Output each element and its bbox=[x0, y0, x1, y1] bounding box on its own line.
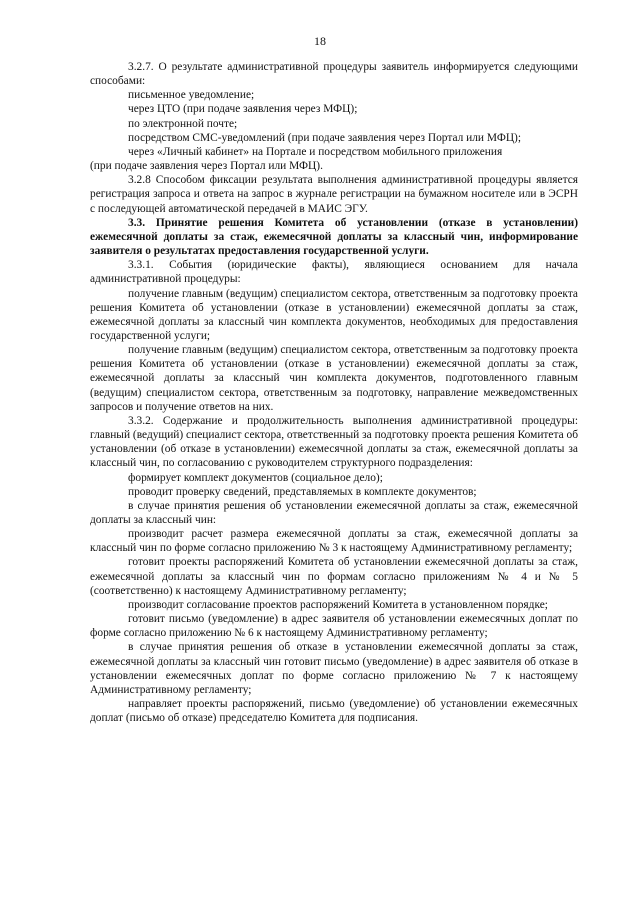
paragraph: 3.3.2. Содержание и продолжительность выполнения административной процедуры: главный (ведущий) специалист сектора, ответственный за подготовку проекта решения Комитета об установлении (об отказе в установлении) ежемесячной доплаты за стаж, ежемесячной доплаты за классный чин, по согласованию с руководителем структурного подразделения: bbox=[90, 414, 578, 470]
paragraph: направляет проекты распоряжений, письмо (уведомление) об установлении ежемесячных доплат (письмо об отказе) председателю Комитета для подписания. bbox=[90, 698, 578, 725]
paragraph: 3.3.1. События (юридические факты), являющиеся основанием для начала административной процедуры: bbox=[90, 259, 578, 286]
paragraph: получение главным (ведущим) специалистом сектора, ответственным за подготовку проекта решения Комитета об установлении (отказе в установлении) ежемесячной доплаты за стаж, ежемесячной доплаты за классный чин комплекта документов, подготовленного главным (ведущим) специалистом сектора, ответственным за подготовку, направление межведомственных запросов и получение ответов на них. bbox=[90, 344, 578, 413]
paragraph: 3.2.8 Способом фиксации результата выполнения административной процедуры является регистрация запроса и ответа на запрос в журнале регистрации на бумажном носителе или в ЭСРН с последующей автоматической передачей в МАИС ЭГУ. bbox=[90, 174, 578, 215]
paragraph: через ЦТО (при подаче заявления через МФЦ); bbox=[128, 103, 358, 116]
paragraph: (при подаче заявления через Портал или МФЦ). bbox=[90, 160, 323, 173]
paragraph: 3.2.7. О результате административной процедуры заявитель информируется следующими способами: bbox=[90, 61, 578, 88]
paragraph: готовит проекты распоряжений Комитета об установлении ежемесячной доплаты за стаж, ежемесячной доплаты за классный чин по формам согласно приложениям № 4 и № 5 (соответственно) к настоящему Административному регламенту; bbox=[90, 556, 578, 597]
paragraph: получение главным (ведущим) специалистом сектора, ответственным за подготовку проекта решения Комитета об установлении (отказе в установлении) ежемесячной доплаты за стаж, ежемесячной доплаты за классный чин комплекта документов, необходимых для предоставления государственной услуги; bbox=[90, 287, 578, 342]
paragraph: по электронной почте; bbox=[128, 117, 238, 130]
paragraph: готовит письмо (уведомление) в адрес заявителя об установлении ежемесячных доплат по форме согласно приложению № 6 к настоящему Административному регламенту; bbox=[90, 613, 578, 640]
paragraph: в случае принятия решения об установлении ежемесячной доплаты за стаж, ежемесячной доплаты за классный чин: bbox=[90, 499, 578, 526]
paragraph: формирует комплект документов (социальное дело); bbox=[128, 471, 383, 484]
paragraph: производит расчет размера ежемесячной доплаты за стаж, ежемесячной доплаты за классный чин по форме согласно приложению № 3 к настоящему Административному регламенту; bbox=[90, 528, 578, 555]
paragraph: производит согласование проектов распоряжений Комитета в установленном порядке; bbox=[128, 598, 548, 611]
page-number: 18 bbox=[314, 34, 326, 48]
paragraph: посредством СМС-уведомлений (при подаче заявления через Портал или МФЦ); bbox=[128, 131, 522, 144]
paragraph: в случае принятия решения об отказе в установлении ежемесячной доплаты за стаж, ежемесячной доплаты за классный чин готовит письмо (уведомление) в адрес заявителя об отказе в установлении ежемесячных доплат по форме согласно приложению № 7 к настоящему Административному регламенту; bbox=[90, 641, 578, 696]
section-heading: 3.3. Принятие решения Комитета об установлении (отказе в установлении) ежемесячной доплаты за стаж, ежемесячной доплаты за классный чин, информирование заявителя о результатах предоставления государственной услуги. bbox=[90, 216, 578, 258]
paragraph: письменное уведомление; bbox=[128, 89, 255, 102]
paragraph: проводит проверку сведений, представляемых в комплекте документов; bbox=[128, 485, 477, 498]
document-body bbox=[90, 60, 578, 725]
paragraph: через «Личный кабинет» на Портале и посредством мобильного приложения bbox=[128, 145, 503, 158]
